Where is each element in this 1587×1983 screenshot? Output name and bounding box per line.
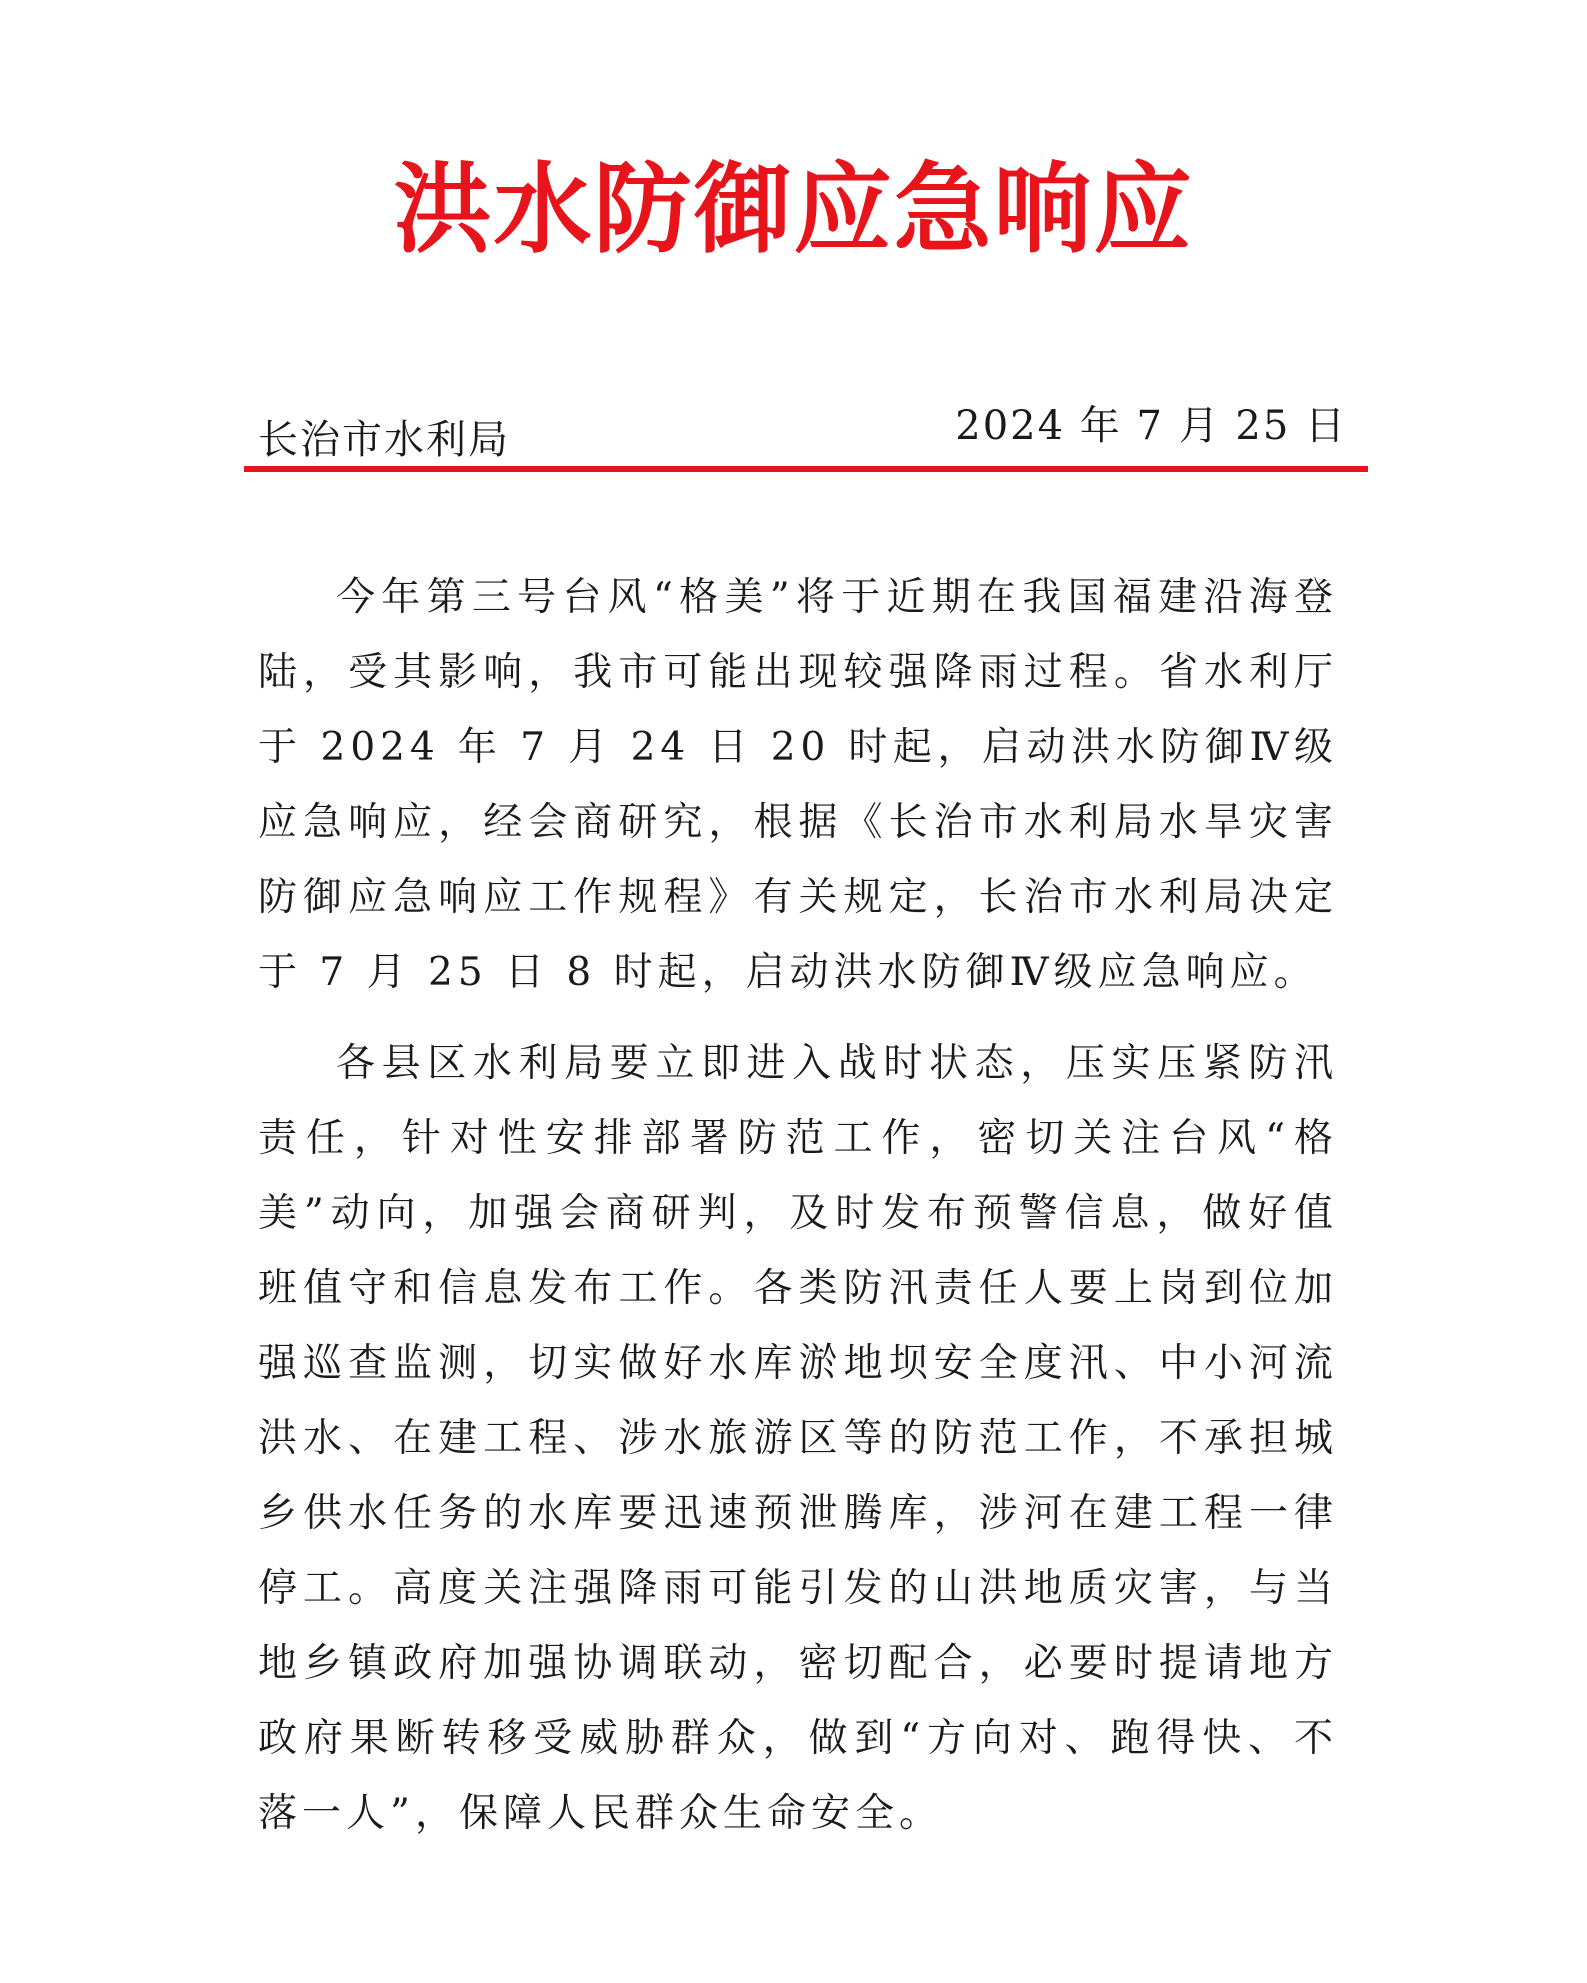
body-paragraph-1: 今年第三号台风“格美”将于近期在我国福建沿海登陆，受其影响，我市可能出现较强降雨过程。省水利厅于 2024 年 7 月 24 日 20 时起，启动洪水防御Ⅳ级应急响应，经会商研究，根据《长治市水利局水旱灾害防御应急响应工作规程》有关规定，长治市水利局决定于 7 月 25 日 8 时起，启动洪水防御Ⅳ级应急响应。 bbox=[258, 575, 1338, 995]
body-paragraph-2: 各县区水利局要立即进入战时状态，压实压紧防汛责任，针对性安排部署防范工作，密切关注台风“格美”动向，加强会商研判，及时发布预警信息，做好值班值守和信息发布工作。各类防汛责任人要上岗到位加强巡查监测，切实做好水库淤地坝安全度汛、中小河流洪水、在建工程、涉水旅游区等的防范工作，不承担城乡供水任务的水库要迅速预泄腾库，涉河在建工程一律停工。高度关注强降雨可能引发的山洪地质灾害，与当地乡镇政府加强协调联动，密切配合，必要时提请地方政府果断转移受威胁群众，做到“方向对、跑得快、不落一人”，保障人民群众生命安全。 bbox=[258, 1041, 1338, 1836]
document-body bbox=[258, 560, 1338, 1867]
document-title: 洪水防御应急响应 bbox=[393, 152, 1194, 267]
issuing-agency: 长治市水利局 bbox=[258, 417, 510, 463]
issue-date: 2024 年 7 月 25 日 bbox=[955, 403, 1347, 449]
red-header-rule bbox=[244, 466, 1368, 472]
